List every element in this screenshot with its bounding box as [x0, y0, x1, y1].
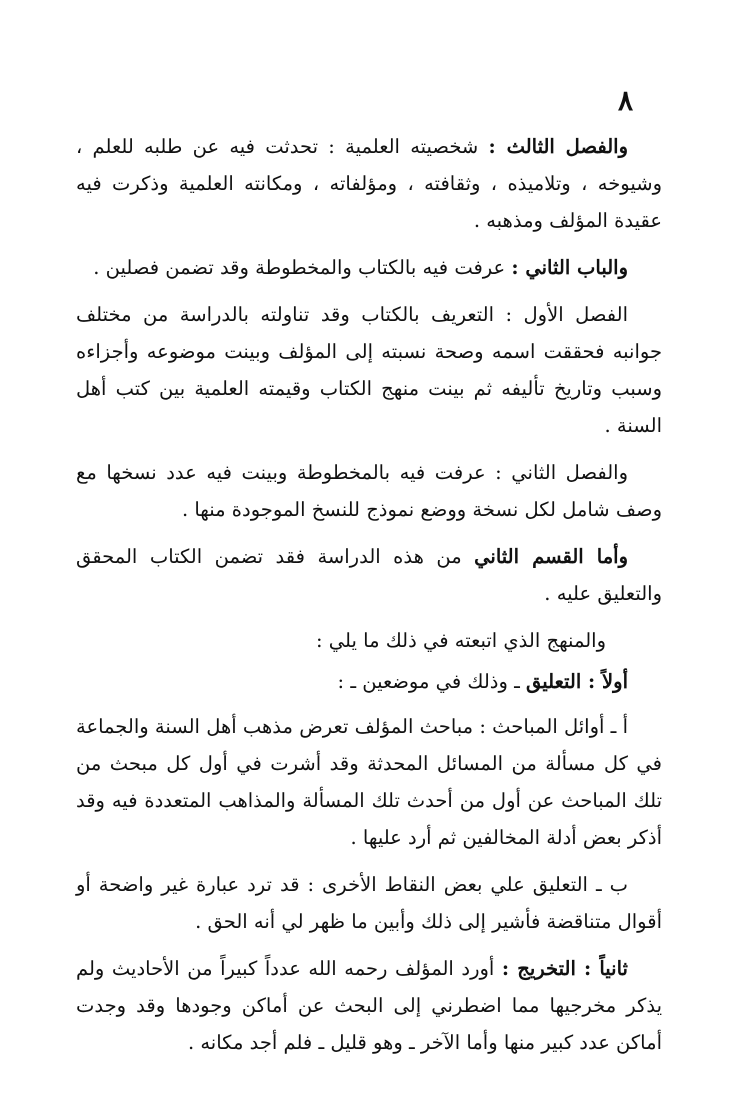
paragraph-lead: ثانياً : التخريج :	[501, 957, 628, 980]
paragraph-lead: أولاً : التعليق	[526, 670, 628, 693]
paragraph-text: عرفت فيه بالمخطوطة وبينت فيه عدد نسخها مع وصف شامل لكل نسخة ووضع نموذج للنسخ الموجودة منها .	[76, 461, 662, 521]
paragraph-part-two	[76, 249, 662, 286]
paragraph-method-intro	[76, 622, 662, 659]
paragraph-chapter-two	[76, 454, 662, 528]
paragraph-lead: وأما القسم الثاني	[474, 545, 629, 568]
paragraph-lead: الفصل الأول :	[505, 303, 628, 326]
paragraph-chapter-three	[76, 128, 662, 239]
paragraph-lead: والفصل الثالث :	[488, 135, 629, 158]
paragraph-first-commentary	[76, 663, 662, 700]
paragraph-second-takhrij	[76, 950, 662, 1061]
body-text	[76, 128, 662, 1071]
paragraph-text: والمنهج الذي اتبعته في ذلك ما يلي :	[316, 629, 606, 652]
paragraph-text: ـ وذلك في موضعين ـ :	[337, 670, 526, 693]
paragraph-item-b	[76, 866, 662, 940]
paragraph-lead: والفصل الثاني :	[495, 461, 628, 484]
paragraph-text: من هذه الدراسة فقد تضمن الكتاب المحقق والتعليق عليه .	[76, 545, 662, 605]
paragraph-text: أورد المؤلف رحمه الله عدداً كبيراً من الأحاديث ولم يذكر مخرجيها مما اضطرني إلى البحث عن أماكن وجودها وقد وجدت أماكن عدد كبير منها وأما الآخر ـ وهو قليل ـ فلم أجد مكانه .	[76, 957, 662, 1054]
paragraph-section-two	[76, 538, 662, 612]
paragraph-lead: ب ـ التعليق علي بعض النقاط الأخرى :	[307, 873, 628, 896]
paragraph-text: عرفت فيه بالكتاب والمخطوطة وقد تضمن فصلين .	[93, 256, 512, 279]
paragraph-text: مباحث المؤلف تعرض مذهب أهل السنة والجماعة في كل مسألة من المسائل المحدثة وقد أشرت في أول كل مبحث من تلك المباحث عن أول من أحدث تلك المسألة والمذاهب المتعددة فيه وقد أذكر بعض أدلة المخالفين ثم أرد عليها .	[76, 715, 662, 849]
paragraph-chapter-one	[76, 296, 662, 444]
paragraph-text: شخصيته العلمية : تحدثت فيه عن طلبه للعلم ، وشيوخه ، وتلاميذه ، وثقافته ، ومؤلفاته ، ومكانته العلمية وذكرت فيه عقيدة المؤلف ومذهبه .	[76, 135, 662, 232]
paragraph-text: التعريف بالكتاب وقد تناولته بالدراسة من مختلف جوانبه فحققت اسمه وصحة نسبته إلى المؤلف وبينت موضوعه وأجزاءه وسبب وتاريخ تأليفه ثم بينت منهج الكتاب وقيمته العلمية بين كتب أهل السنة .	[76, 303, 662, 437]
page-number: ٨	[618, 84, 634, 117]
paragraph-lead: أ ـ أوائل المباحث :	[479, 715, 628, 738]
paragraph-item-a	[76, 708, 662, 856]
paragraph-text: قد ترد عبارة غير واضحة أو أقوال متناقضة فأشير إلى ذلك وأبين ما ظهر لي أنه الحق .	[76, 873, 662, 933]
paragraph-lead: والباب الثاني :	[511, 256, 628, 279]
